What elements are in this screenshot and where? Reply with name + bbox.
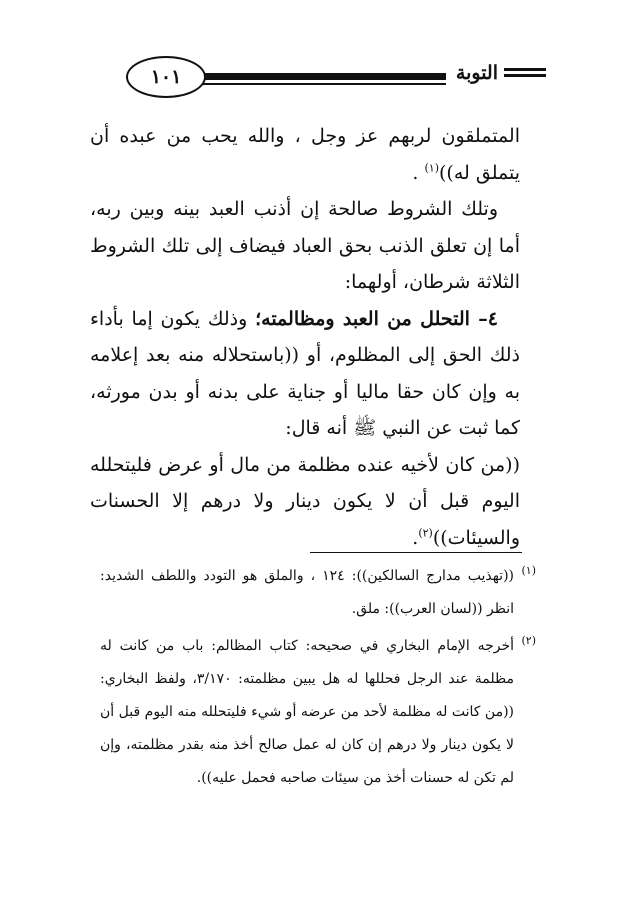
paragraph-2: وتلك الشروط صالحة إن أذنب العبد بينه وبين ربه، أما إن تعلق الذنب بحق العباد فيضاف إلى تلك الشروط الثلاثة شرطان، أولهما:: [90, 198, 520, 293]
footnote-ref-1[interactable]: (١): [424, 161, 440, 175]
paragraph-1-text: المتملقون لربهم عز وجل ، والله يحب من عبده أن يتملق له)): [90, 125, 520, 184]
footnote-2: [100, 630, 536, 795]
section-heading-4: ٤– التحلل من العبد ومظالمته؛: [255, 307, 498, 330]
paragraph-1: [90, 118, 520, 191]
header-rule-thick: [176, 73, 446, 80]
footnote-ref-2[interactable]: (٢): [418, 526, 433, 540]
footnote-2-number: (٢): [521, 634, 536, 647]
footnote-1-text: ((تهذيب مدارج السالكين)): ١٢٤ ، والملق هو التودد واللطف الشديد: انظر ((لسان العرب)): ملق.: [100, 568, 514, 617]
title-ornament: [504, 68, 546, 82]
hadith-quote-end: .: [412, 526, 419, 549]
paragraph-3-text: وذلك يكون إما بأداء ذلك الحق إلى المظلوم، أو ((باستحلاله منه بعد إعلامه به وإن كان حقا ماليا أو جناية على بدنه أو بدن مورثه، كما ثبت عن النبي ﷺ أنه قال:: [90, 307, 520, 439]
page-header: [98, 52, 546, 100]
footnote-1-number: (١): [521, 564, 536, 577]
paragraph-1-end: .: [412, 161, 425, 184]
footnote-2-text: أخرجه الإمام البخاري في صحيحه: كتاب المظالم: باب من كانت له مظلمة عند الرجل فحللها له هل يبين مظلمته: ٣/١٧٠، ولفظ البخاري: ((من كانت له مظلمة لأحد من عرضه أو شيء فليتحلله منه اليوم قبل أن لا يكون دينار ولا درهم إن كان له عمل صالح أخذ منه بقدر مظلمته، وإن لم تكن له حسنات أخذ من سيئات صاحبه فحمل عليه)).: [100, 638, 514, 786]
footnote-1: [100, 560, 536, 626]
paragraph-3: [90, 301, 520, 447]
header-rule-thin: [176, 83, 446, 85]
page-number: ١٠١: [126, 56, 206, 98]
running-title: التوبة: [450, 62, 504, 84]
footnotes: [100, 560, 536, 799]
main-text: [90, 118, 520, 556]
hadith-quote: [90, 447, 520, 557]
hadith-quote-text: ((من كان لأخيه عنده مظلمة من مال أو عرض فليتحلله اليوم قبل أن لا يكون دينار ولا درهم إلا الحسنات والسيئات)): [90, 453, 520, 549]
footnote-separator: [310, 552, 522, 553]
